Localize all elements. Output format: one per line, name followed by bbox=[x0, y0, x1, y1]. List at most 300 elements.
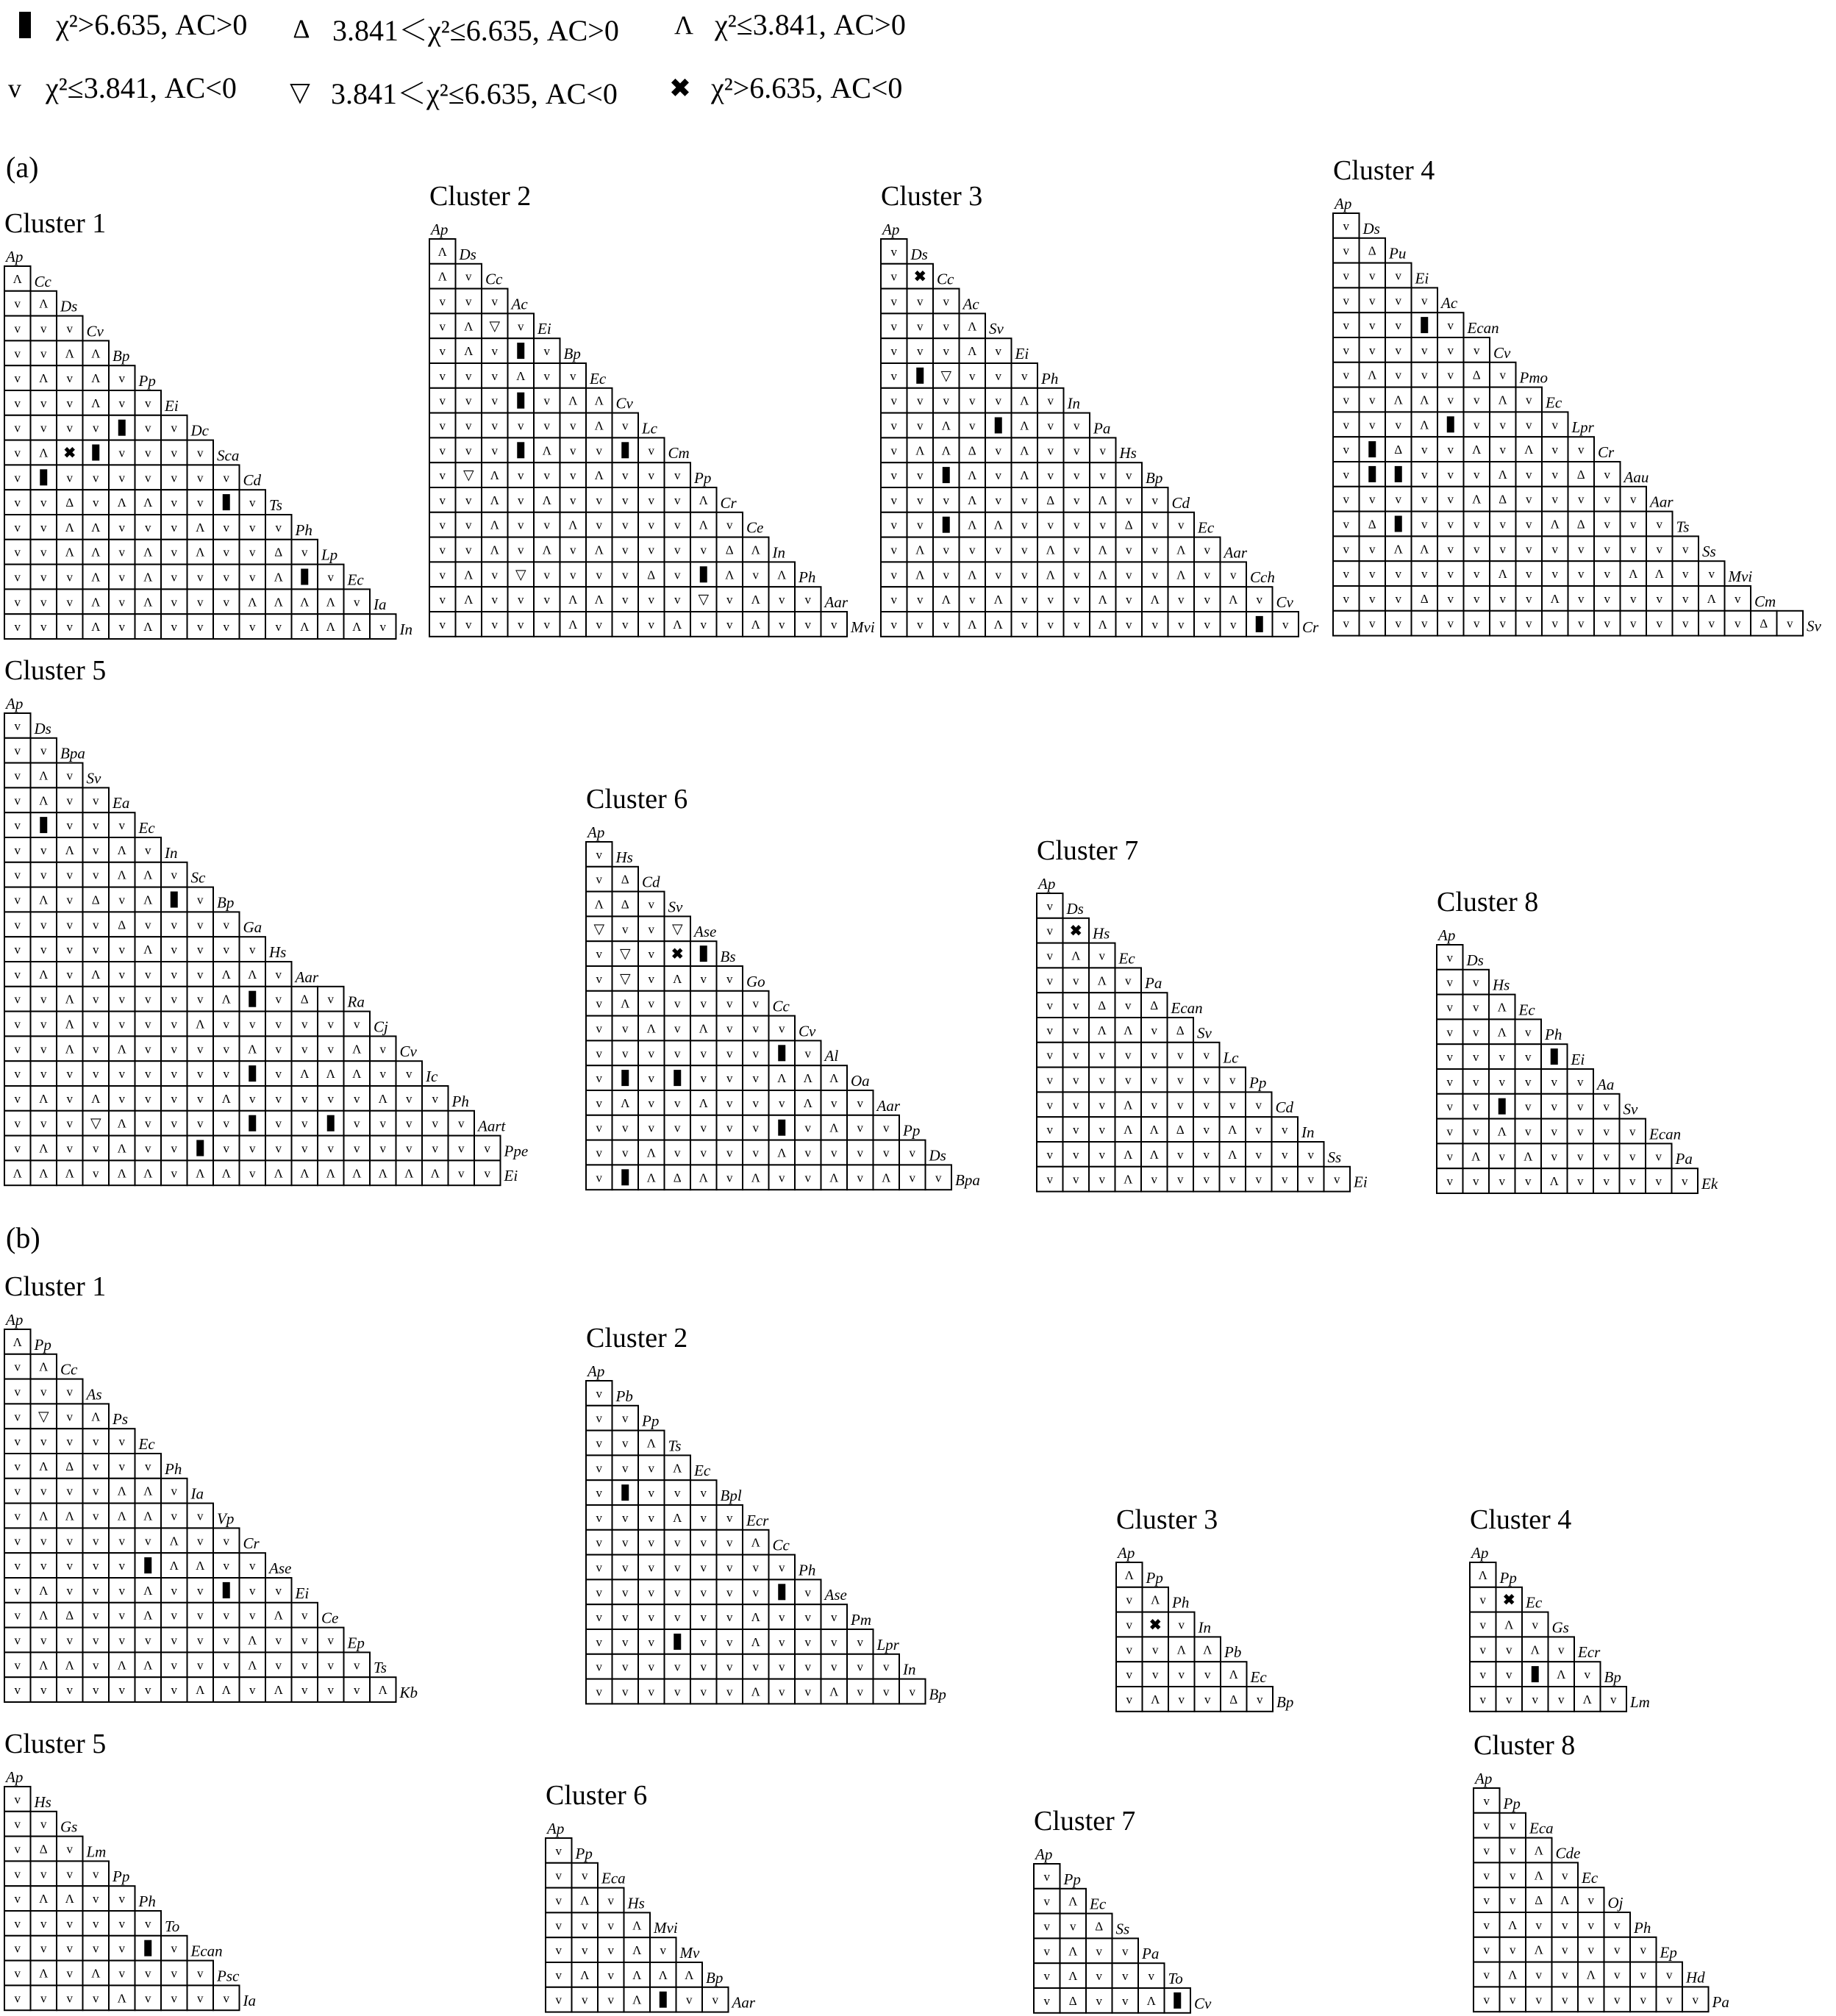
matrix-cell bbox=[187, 1985, 214, 2010]
matrix-cell bbox=[546, 1863, 572, 1888]
weak-negative-mark: v bbox=[1074, 593, 1080, 607]
weak-negative-mark: v bbox=[1630, 591, 1637, 606]
matrix-cell bbox=[1143, 1637, 1169, 1662]
weak-negative-mark: v bbox=[857, 1170, 863, 1185]
matrix-cell bbox=[960, 413, 986, 438]
species-label: Ts bbox=[374, 1659, 387, 1677]
weak-negative-mark: v bbox=[40, 321, 47, 336]
weak-negative-mark: v bbox=[1479, 1668, 1486, 1682]
weak-positive-mark: Λ bbox=[751, 543, 760, 557]
species-label: Lp bbox=[321, 546, 338, 564]
weak-positive-mark: Λ bbox=[39, 793, 49, 808]
matrix-cell bbox=[1601, 1687, 1627, 1712]
weak-negative-mark: v bbox=[118, 545, 125, 560]
species-label: Ase bbox=[269, 1559, 292, 1577]
matrix-cell bbox=[240, 1628, 266, 1653]
matrix-cell bbox=[1195, 1637, 1221, 1662]
matrix-cell bbox=[1470, 1612, 1496, 1637]
weak-positive-mark: Λ bbox=[65, 1042, 74, 1057]
weak-negative-mark: v bbox=[379, 1141, 386, 1156]
weak-negative-mark: v bbox=[14, 1484, 21, 1498]
species-label: Lm bbox=[1630, 1692, 1650, 1711]
matrix-cell bbox=[1089, 1018, 1115, 1043]
weak-negative-mark: v bbox=[779, 1610, 785, 1625]
weak-negative-mark: v bbox=[93, 992, 99, 1007]
weak-negative-mark: v bbox=[1229, 1098, 1236, 1112]
matrix-cell bbox=[429, 363, 456, 388]
species-label: Hs bbox=[34, 1792, 51, 1811]
weak-negative-mark: v bbox=[674, 1610, 681, 1625]
matrix-cell bbox=[4, 1677, 31, 1702]
strong-positive-mark bbox=[223, 1582, 230, 1598]
matrix-cell bbox=[240, 1012, 266, 1037]
matrix-cell bbox=[4, 1578, 31, 1603]
matrix-cell bbox=[638, 1679, 665, 1704]
species-label: Mvi bbox=[1728, 568, 1753, 585]
species-label: Ss bbox=[1327, 1148, 1342, 1166]
weak-negative-mark: v bbox=[518, 418, 524, 433]
matrix-cell bbox=[560, 413, 587, 438]
weak-negative-mark: v bbox=[1603, 1124, 1610, 1139]
weak-negative-mark: v bbox=[1073, 1172, 1079, 1187]
matrix-cell bbox=[83, 1160, 110, 1185]
matrix-cell bbox=[638, 1431, 665, 1456]
weak-negative-mark: v bbox=[596, 1659, 602, 1674]
weak-negative-mark: v bbox=[596, 1046, 602, 1061]
weak-negative-mark: v bbox=[1584, 1668, 1590, 1682]
matrix-cell bbox=[933, 537, 960, 562]
weak-negative-mark: v bbox=[1369, 591, 1376, 606]
weak-negative-mark: v bbox=[1099, 1048, 1105, 1062]
matrix-cell bbox=[482, 487, 508, 512]
weak-positive-mark: Λ bbox=[143, 496, 153, 510]
matrix-cell bbox=[572, 1912, 599, 1937]
weak-positive-mark: Λ bbox=[39, 1459, 49, 1473]
weak-negative-mark: v bbox=[118, 967, 125, 982]
matrix-cell bbox=[1333, 487, 1360, 512]
matrix-cell bbox=[109, 837, 135, 862]
weak-negative-mark: v bbox=[66, 1633, 73, 1648]
matrix-cell bbox=[1141, 1068, 1168, 1093]
weak-negative-mark: v bbox=[995, 468, 1001, 483]
weak-negative-mark: v bbox=[118, 1608, 125, 1623]
matrix-cell bbox=[1012, 413, 1038, 438]
matrix-cell bbox=[702, 1987, 729, 2012]
matrix-cell bbox=[318, 1012, 344, 1037]
matrix-cell bbox=[1089, 1167, 1115, 1192]
matrix-cell bbox=[508, 612, 535, 637]
weak-negative-mark: v bbox=[66, 1384, 73, 1399]
moderate-positive-mark: Δ bbox=[1535, 1893, 1543, 1908]
weak-negative-mark: v bbox=[14, 496, 21, 510]
weak-positive-mark: Λ bbox=[594, 593, 604, 607]
weak-positive-mark: Λ bbox=[437, 269, 447, 284]
matrix-cell bbox=[743, 1629, 769, 1654]
weak-negative-mark: v bbox=[1343, 218, 1349, 233]
weak-negative-mark: v bbox=[1096, 1993, 1102, 2008]
strong-positive-mark bbox=[621, 1070, 629, 1086]
weak-negative-mark: v bbox=[1099, 1073, 1105, 1087]
matrix-cell bbox=[83, 862, 110, 887]
matrix-cell bbox=[743, 537, 769, 562]
weak-negative-mark: v bbox=[171, 1658, 177, 1673]
weak-negative-mark: v bbox=[1526, 542, 1532, 557]
matrix-cell bbox=[482, 413, 508, 438]
matrix-cell bbox=[161, 912, 187, 937]
matrix-cell bbox=[1437, 945, 1463, 970]
weak-negative-mark: v bbox=[1178, 593, 1185, 607]
matrix-cell bbox=[1552, 1937, 1579, 1962]
matrix-cell bbox=[665, 512, 691, 537]
matrix-cell bbox=[560, 562, 587, 587]
matrix-cell bbox=[907, 313, 934, 338]
weak-negative-mark: v bbox=[1043, 1969, 1050, 1984]
matrix-cell bbox=[1037, 562, 1064, 587]
weak-negative-mark: v bbox=[249, 1583, 256, 1598]
matrix-cell bbox=[612, 487, 639, 512]
matrix-cell bbox=[4, 365, 31, 390]
weak-positive-mark: Λ bbox=[39, 1141, 49, 1156]
matrix-cell bbox=[821, 1065, 848, 1090]
matrix-cell bbox=[4, 862, 31, 887]
matrix-cell bbox=[83, 1479, 110, 1504]
weak-negative-mark: v bbox=[354, 1683, 360, 1698]
weak-negative-mark: v bbox=[40, 1116, 47, 1131]
matrix-cell bbox=[240, 565, 266, 590]
weak-negative-mark: v bbox=[171, 1991, 177, 2006]
weak-negative-mark: v bbox=[804, 1170, 811, 1185]
matrix-cell bbox=[83, 1936, 110, 1961]
matrix-cell bbox=[1195, 1662, 1221, 1687]
weak-negative-mark: v bbox=[1587, 1917, 1594, 1932]
matrix-cell bbox=[213, 1111, 240, 1136]
weak-negative-mark: v bbox=[831, 617, 837, 632]
weak-negative-mark: v bbox=[674, 568, 681, 582]
cluster-title: Cluster 3 bbox=[881, 181, 983, 212]
species-label: In bbox=[772, 543, 785, 562]
matrix-cell bbox=[638, 612, 665, 637]
weak-negative-mark: v bbox=[1473, 1050, 1479, 1065]
matrix-cell bbox=[690, 1165, 717, 1190]
matrix-cell bbox=[1037, 1068, 1063, 1093]
weak-positive-mark: Λ bbox=[196, 545, 205, 560]
matrix-cell bbox=[1116, 1637, 1143, 1662]
weak-negative-mark: v bbox=[648, 593, 654, 607]
matrix-cell bbox=[612, 941, 639, 966]
matrix-cell bbox=[1463, 970, 1490, 995]
weak-negative-mark: v bbox=[93, 1484, 99, 1498]
matrix-cell bbox=[612, 892, 639, 917]
weak-negative-mark: v bbox=[171, 1633, 177, 1648]
matrix-cell bbox=[135, 1603, 162, 1628]
matrix-cell bbox=[1541, 1143, 1568, 1168]
moderate-negative-mark: ▽ bbox=[671, 921, 683, 937]
matrix-cell bbox=[213, 540, 240, 565]
strong-positive-mark bbox=[144, 1557, 151, 1573]
matrix-cell bbox=[1412, 561, 1438, 586]
matrix-cell bbox=[586, 1016, 612, 1041]
matrix-cell bbox=[1489, 995, 1515, 1020]
weak-negative-mark: v bbox=[1343, 418, 1349, 432]
weak-negative-mark: v bbox=[1178, 1668, 1185, 1682]
matrix-cell bbox=[1515, 1094, 1542, 1119]
weak-negative-mark: v bbox=[622, 568, 629, 582]
weak-negative-mark: v bbox=[622, 468, 629, 483]
matrix-cell bbox=[31, 1578, 57, 1603]
matrix-cell bbox=[1516, 512, 1543, 537]
matrix-cell bbox=[985, 363, 1012, 388]
weak-negative-mark: v bbox=[14, 1633, 21, 1648]
matrix-cell bbox=[4, 1454, 31, 1479]
weak-positive-mark: Λ bbox=[1472, 492, 1482, 507]
matrix-cell bbox=[135, 515, 162, 540]
matrix-cell bbox=[1360, 611, 1386, 636]
matrix-cell bbox=[161, 1504, 187, 1529]
weak-negative-mark: v bbox=[648, 1486, 654, 1501]
species-label: Cm bbox=[668, 444, 690, 462]
matrix-cell bbox=[1360, 437, 1386, 462]
matrix-cell bbox=[881, 388, 907, 413]
weak-negative-mark: v bbox=[465, 393, 472, 408]
species-label: Ds bbox=[1362, 219, 1380, 237]
species-label: Bp bbox=[1604, 1668, 1621, 1686]
weak-negative-mark: v bbox=[118, 1966, 125, 1981]
weak-negative-mark: v bbox=[14, 396, 21, 410]
matrix-cell bbox=[1464, 337, 1490, 362]
weak-negative-mark: v bbox=[1074, 493, 1080, 507]
matrix-cell bbox=[4, 1404, 31, 1429]
weak-negative-mark: v bbox=[1535, 1992, 1542, 2007]
matrix-cell bbox=[769, 612, 796, 637]
matrix-cell bbox=[240, 1160, 266, 1185]
matrix-cell bbox=[1542, 611, 1568, 636]
weak-negative-mark: v bbox=[93, 1608, 99, 1623]
weak-negative-mark: v bbox=[804, 1046, 811, 1061]
weak-negative-mark: v bbox=[700, 1684, 707, 1699]
matrix-cell bbox=[161, 1985, 187, 2010]
weak-negative-mark: v bbox=[1447, 443, 1454, 457]
matrix-cell bbox=[1090, 612, 1116, 637]
matrix-cell bbox=[1549, 1637, 1575, 1662]
matrix-cell bbox=[821, 1679, 848, 1704]
matrix-cell bbox=[534, 587, 560, 612]
matrix-cell bbox=[985, 562, 1012, 587]
lambda-icon: Λ bbox=[674, 10, 694, 40]
down-triangle-icon: ▽ bbox=[290, 76, 310, 107]
matrix-cell bbox=[31, 1160, 57, 1185]
weak-negative-mark: v bbox=[249, 520, 256, 535]
matrix-cell bbox=[1542, 412, 1568, 437]
species-label: Cv bbox=[615, 394, 633, 412]
matrix-cell bbox=[795, 1115, 821, 1140]
weak-negative-mark: v bbox=[40, 1384, 47, 1399]
weak-negative-mark: v bbox=[857, 1684, 863, 1699]
weak-negative-mark: v bbox=[439, 468, 446, 483]
strong-positive-mark bbox=[621, 442, 629, 458]
matrix-cell bbox=[1246, 1117, 1272, 1142]
matrix-cell bbox=[1496, 1587, 1523, 1612]
matrix-cell bbox=[370, 1061, 396, 1086]
moderate-positive-mark: Δ bbox=[1368, 517, 1376, 532]
weak-negative-mark: v bbox=[14, 1042, 21, 1057]
matrix-cell bbox=[1221, 1662, 1247, 1687]
matrix-cell bbox=[449, 1136, 475, 1161]
matrix-cell bbox=[1412, 512, 1438, 537]
matrix-cell bbox=[213, 1553, 240, 1578]
species-label: Ac bbox=[1441, 294, 1458, 312]
matrix-cell bbox=[717, 1530, 743, 1555]
matrix-cell bbox=[213, 614, 240, 639]
weak-negative-mark: v bbox=[726, 1120, 733, 1135]
matrix-cell bbox=[665, 1555, 691, 1580]
matrix-cell bbox=[318, 1036, 344, 1061]
matrix-cell bbox=[57, 763, 83, 788]
matrix-cell bbox=[292, 614, 318, 639]
matrix-cell bbox=[482, 338, 508, 363]
matrix-cell bbox=[161, 1111, 187, 1136]
matrix-cell bbox=[874, 1679, 900, 1704]
weak-negative-mark: v bbox=[14, 1459, 21, 1473]
matrix-cell bbox=[1578, 1887, 1604, 1912]
weak-negative-mark: v bbox=[1369, 418, 1376, 432]
matrix-cell bbox=[109, 465, 135, 490]
matrix-cell bbox=[534, 487, 560, 512]
weak-negative-mark: v bbox=[1282, 1123, 1288, 1137]
weak-negative-mark: v bbox=[93, 843, 99, 857]
weak-negative-mark: v bbox=[145, 918, 151, 932]
weak-positive-mark: Λ bbox=[1368, 368, 1377, 382]
species-label: Ds bbox=[1466, 951, 1484, 969]
species-label: Pa bbox=[1142, 1945, 1160, 1963]
moderate-positive-mark: Δ bbox=[1229, 1692, 1238, 1706]
matrix-cell bbox=[1141, 1043, 1168, 1068]
matrix-cell bbox=[213, 937, 240, 962]
matrix-cell bbox=[83, 515, 110, 540]
weak-positive-mark: Λ bbox=[221, 1166, 231, 1181]
species-label: Cr bbox=[1598, 443, 1615, 461]
matrix-cell bbox=[31, 540, 57, 565]
matrix-cell bbox=[1412, 287, 1438, 312]
legend-text: χ²>6.635, AC<0 bbox=[711, 71, 903, 104]
weak-negative-mark: v bbox=[327, 1091, 334, 1106]
weak-negative-mark: v bbox=[596, 1535, 602, 1550]
matrix-cell bbox=[456, 512, 482, 537]
species-label: Ph bbox=[165, 1459, 182, 1478]
weak-negative-mark: v bbox=[197, 992, 204, 1007]
weak-negative-mark: v bbox=[890, 543, 897, 557]
weak-negative-mark: v bbox=[14, 967, 21, 982]
matrix-cell bbox=[933, 413, 960, 438]
weak-negative-mark: v bbox=[14, 471, 21, 485]
matrix-cell bbox=[31, 589, 57, 614]
species-label: Cr bbox=[243, 1534, 260, 1553]
matrix-cell bbox=[960, 462, 986, 487]
matrix-cell bbox=[795, 1579, 821, 1604]
weak-negative-mark: v bbox=[917, 593, 924, 607]
matrix-cell bbox=[187, 1111, 214, 1136]
matrix-cell bbox=[83, 1886, 110, 1911]
weak-positive-mark: Λ bbox=[221, 1683, 231, 1698]
weak-negative-mark: v bbox=[118, 1067, 125, 1082]
matrix-cell bbox=[31, 1111, 57, 1136]
matrix-cell bbox=[83, 1861, 110, 1886]
matrix-cell bbox=[1116, 1562, 1143, 1587]
weak-negative-mark: v bbox=[145, 446, 151, 460]
species-label: Ppe bbox=[504, 1142, 529, 1160]
matrix-cell bbox=[847, 1679, 874, 1704]
weak-negative-mark: v bbox=[1152, 1668, 1159, 1682]
weak-negative-mark: v bbox=[465, 368, 472, 383]
weak-negative-mark: v bbox=[1126, 543, 1132, 557]
matrix-cell bbox=[31, 987, 57, 1012]
association-matrix bbox=[4, 694, 560, 1188]
weak-negative-mark: v bbox=[1421, 492, 1428, 507]
weak-negative-mark: v bbox=[596, 1145, 602, 1160]
matrix-cell bbox=[31, 887, 57, 912]
matrix-cell bbox=[612, 966, 639, 991]
matrix-cell bbox=[1143, 1687, 1169, 1712]
matrix-cell bbox=[665, 587, 691, 612]
species-label: Pp bbox=[694, 469, 712, 487]
matrix-cell bbox=[586, 1480, 612, 1505]
matrix-cell bbox=[187, 1160, 214, 1185]
matrix-cell bbox=[1621, 586, 1647, 611]
weak-negative-mark: v bbox=[14, 1916, 21, 1931]
matrix-cell bbox=[1333, 437, 1360, 462]
weak-negative-mark: v bbox=[249, 1608, 256, 1623]
matrix-cell bbox=[135, 490, 162, 515]
matrix-cell bbox=[1116, 1587, 1143, 1612]
weak-positive-mark: Λ bbox=[621, 996, 630, 1011]
weak-negative-mark: v bbox=[439, 344, 446, 359]
weak-negative-mark: v bbox=[1551, 1124, 1557, 1139]
species-label: Ec bbox=[1526, 1593, 1543, 1612]
species-label: Cch bbox=[1250, 568, 1275, 587]
matrix-cell bbox=[1246, 587, 1273, 612]
matrix-cell bbox=[31, 1677, 57, 1702]
matrix-cell bbox=[743, 1604, 769, 1629]
matrix-cell bbox=[1116, 462, 1143, 487]
weak-positive-mark: Λ bbox=[968, 493, 977, 507]
weak-negative-mark: v bbox=[1640, 1967, 1646, 1982]
weak-negative-mark: v bbox=[14, 743, 21, 758]
matrix-cell bbox=[907, 512, 934, 537]
matrix-cell bbox=[57, 887, 83, 912]
weak-negative-mark: v bbox=[1604, 542, 1610, 557]
matrix-cell bbox=[135, 1528, 162, 1553]
weak-negative-mark: v bbox=[223, 1042, 229, 1057]
matrix-cell bbox=[109, 1628, 135, 1653]
matrix-cell bbox=[1522, 1687, 1549, 1712]
matrix-cell bbox=[109, 1429, 135, 1454]
weak-negative-mark: v bbox=[1046, 973, 1053, 988]
weak-negative-mark: v bbox=[14, 1991, 21, 2006]
species-label: Bp bbox=[706, 1968, 724, 1987]
matrix-cell bbox=[4, 1379, 31, 1404]
matrix-cell bbox=[1060, 1914, 1087, 1939]
weak-negative-mark: v bbox=[66, 943, 73, 957]
weak-negative-mark: v bbox=[1682, 567, 1689, 582]
matrix-cell bbox=[1385, 586, 1412, 611]
matrix-cell bbox=[1143, 1587, 1169, 1612]
matrix-cell bbox=[109, 440, 135, 465]
weak-positive-mark: Λ bbox=[1534, 1868, 1543, 1883]
matrix-cell bbox=[265, 1628, 292, 1653]
matrix-cell bbox=[1515, 1119, 1542, 1144]
matrix-cell bbox=[213, 1677, 240, 1702]
matrix-cell bbox=[881, 562, 907, 587]
weak-negative-mark: v bbox=[1447, 343, 1454, 357]
